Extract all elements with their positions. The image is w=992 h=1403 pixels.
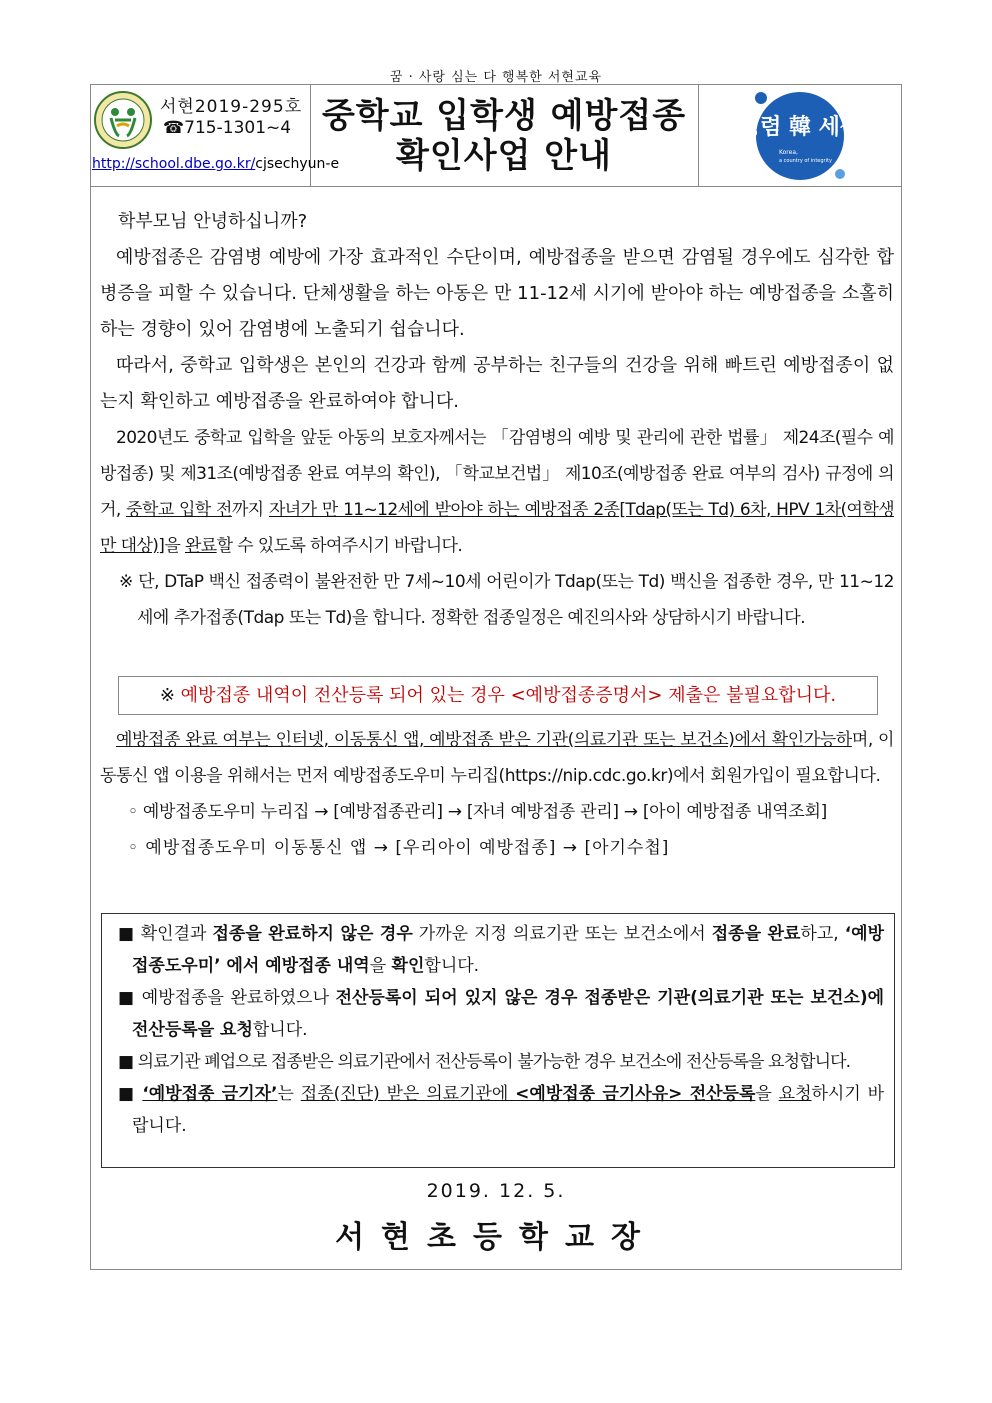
info-box: [101, 913, 895, 1168]
info-item-2-a: 예방접종을 완료하였으나: [141, 988, 336, 1008]
info-item-4-g: 하시기 바랍니다.: [132, 1084, 885, 1136]
school-url[interactable]: [92, 156, 339, 172]
letter-body-bottom: [100, 722, 894, 866]
integrity-logo: [738, 88, 862, 188]
info-item-4-f: 요청: [778, 1084, 812, 1104]
info-item-1-f: ‘예방접종도우미’ 에서 예방접종 내역: [132, 924, 885, 976]
paragraph-4: [100, 722, 894, 794]
info-item-4: ■ ‘예방접종 금기자’는 접종(진단) 받은 의료기관에 <예방접종 금기사유> 전산등록을 요청하시기 바랍니다.: [118, 1084, 885, 1136]
paragraph-2: 따라서, 중학교 입학생은 본인의 건강과 함께 공부하는 친구들의 건강을 위해 빠트린 예방접종이 없는지 확인하고 예방접종을 완료하여야 합니다.: [100, 355, 894, 412]
info-item-1-i: 합니다.: [424, 956, 480, 976]
vaccine-note: ※ 단, DTaP 백신 접종력이 불완전한 만 7세~10세 어린이가 Tdap(또는 Td) 백신을 접종한 경우, 만 11~12세에 추가접종(Tdap 또는 Td)을 합니다. 정확한 접종일정은 예진의사와 상담하시기 바랍니다.: [119, 572, 894, 628]
info-item-4-d: <예방접종 금기사유> 전산등록: [515, 1084, 756, 1104]
info-item-4-c: 접종(진단) 받은 의료기관에: [300, 1084, 516, 1104]
info-item-3: ■ 의료기관 폐업으로 접종받은 의료기관에서 전산등록이 불가능한 경우 보건소에 전산등록을 요청합니다.: [118, 1052, 851, 1072]
paragraph-3-part-f: 완료: [184, 536, 217, 556]
header-separator-right: [698, 84, 699, 186]
info-item-1-c: 가까운 지정 의료기관 또는 보건소에서: [412, 924, 712, 944]
paragraph-3: [100, 420, 894, 564]
letter-date: 2019. 12. 5.: [426, 1180, 566, 1202]
step-web: ◦ 예방접종도우미 누리집 → [예방접종관리] → [자녀 예방접종 관리] → [아이 예방접종 내역조회]: [128, 802, 827, 822]
school-url-link[interactable]: http://school.dbe.go.kr/: [92, 156, 256, 172]
paragraph-1: 예방접종은 감염병 예방에 가장 효과적인 수단이며, 예방접종을 받으면 감염될 경우에도 심각한 합병증을 피할 수 있습니다. 단체생활을 하는 아동은 만 11-12세 시기에 받아야 하는 예방접종을 소홀히 하는 경향이 있어 감염병에 노출되기 쉽습니다.: [100, 247, 894, 340]
greeting: 학부모님 안녕하십니까?: [118, 211, 308, 232]
info-item-2-c: 합니다.: [252, 1020, 308, 1040]
info-item-1-b: 접종을 완료하지 않은 경우: [212, 924, 413, 944]
step-app: ◦ 예방접종도우미 이동통신 앱 → [우리아이 예방접종] → [아기수첩]: [128, 838, 670, 858]
info-item-3-text: 의료기관 폐업으로 접종받은 의료기관에서 전산등록이 불가능한 경우 보건소에 전산등록을 요청합니다.: [137, 1052, 851, 1072]
info-item-1: ■ 확인결과 접종을 완료하지 않은 경우 가까운 지정 의료기관 또는 보건소에서 접종을 완료하고, ‘예방접종도우미’ 에서 예방접종 내역을 확인합니다.: [118, 924, 885, 976]
brand-sub2: a country of integrity: [779, 158, 832, 164]
paragraph-3-part-g: 할 수 있도록 하여주시기 바랍니다.: [216, 536, 463, 556]
school-url-suffix: cjsechyun-e: [255, 156, 340, 172]
brand-sub1: Korea,: [779, 149, 798, 156]
info-item-1-g: 을: [369, 956, 392, 976]
paragraph-3-part-d: 자녀가 만 11~12세에 받아야 하는 예방접종 2종[Tdap(또는 Td) 6차, HPV 1차(여학생만 대상)]: [100, 500, 895, 556]
boxed-notice-text: 예방접종 내역이 전산등록 되어 있는 경우 <예방접종증명서> 제출은 불필요합니다.: [180, 685, 837, 706]
phone-number: ☎715-1301~4: [163, 118, 292, 138]
paragraph-4-part-b: 며, 이동통신 앱 이용을 위해서는 먼저 예방접종도우미 누리집(https://nip.cdc.go.kr)에서 회원가입이 필요합니다.: [100, 730, 894, 786]
info-item-4-b: 는: [277, 1084, 301, 1104]
boxed-notice-mark: ※: [159, 685, 175, 706]
info-item-2: ■ 예방접종을 완료하였으나 전산등록이 되어 있지 않은 경우 접종받은 기관(의료기관 또는 보건소)에 전산등록을 요청합니다.: [118, 988, 885, 1040]
paragraph-3-part-b: 중학교 입학 전: [126, 500, 232, 520]
boxed-notice: [118, 676, 878, 715]
school-motto: 꿈 · 사랑 심는 다 행복한 서현교육: [389, 70, 603, 85]
principal-signature: 서현초등학교장: [335, 1220, 657, 1255]
info-item-4-a: ‘예방접종 금기자’: [142, 1084, 278, 1104]
paragraph-3-part-e: 을: [164, 536, 185, 556]
info-item-1-a: 확인결과: [140, 924, 213, 944]
school-emblem-icon: [93, 90, 153, 154]
info-item-4-e: 을: [755, 1084, 779, 1104]
brand-text: 청렴 韓 세상: [738, 115, 862, 140]
info-item-1-d: 접종을 완료: [711, 924, 801, 944]
paragraph-3-part-a: 2020년도 중학교 입학을 앞둔 아동의 보호자께서는 「감염병의 예방 및 관리에 관한 법률」 제24조(필수 예방접종) 및 제31조(예방접종 완료 여부의 확인), 「학교보건법」 제10조(예방접종 완료 여부의 검사) 규정에 의거,: [100, 428, 894, 520]
paragraph-3-part-c: 까지: [231, 500, 269, 520]
letter-body-top: [100, 204, 894, 636]
title-line-2: 확인사업 안내: [396, 136, 612, 176]
document-number: 서현2019-295호: [160, 97, 303, 117]
title-line-1: 중학교 입학생 예방접종: [321, 96, 687, 136]
paragraph-4-part-a: 예방접종 완료 여부는 인터넷, 이동통신 앱, 예방접종 받은 기관(의료기관 또는 보건소)에서 확인가능하: [116, 730, 852, 750]
info-item-1-e: 하고,: [800, 924, 845, 944]
info-item-1-h: 확인: [391, 956, 425, 976]
info-item-2-b: 전산등록이 되어 있지 않은 경우 접종받은 기관(의료기관 또는 보건소)에 전산등록을 요청: [132, 988, 885, 1040]
page-title: [310, 96, 698, 176]
